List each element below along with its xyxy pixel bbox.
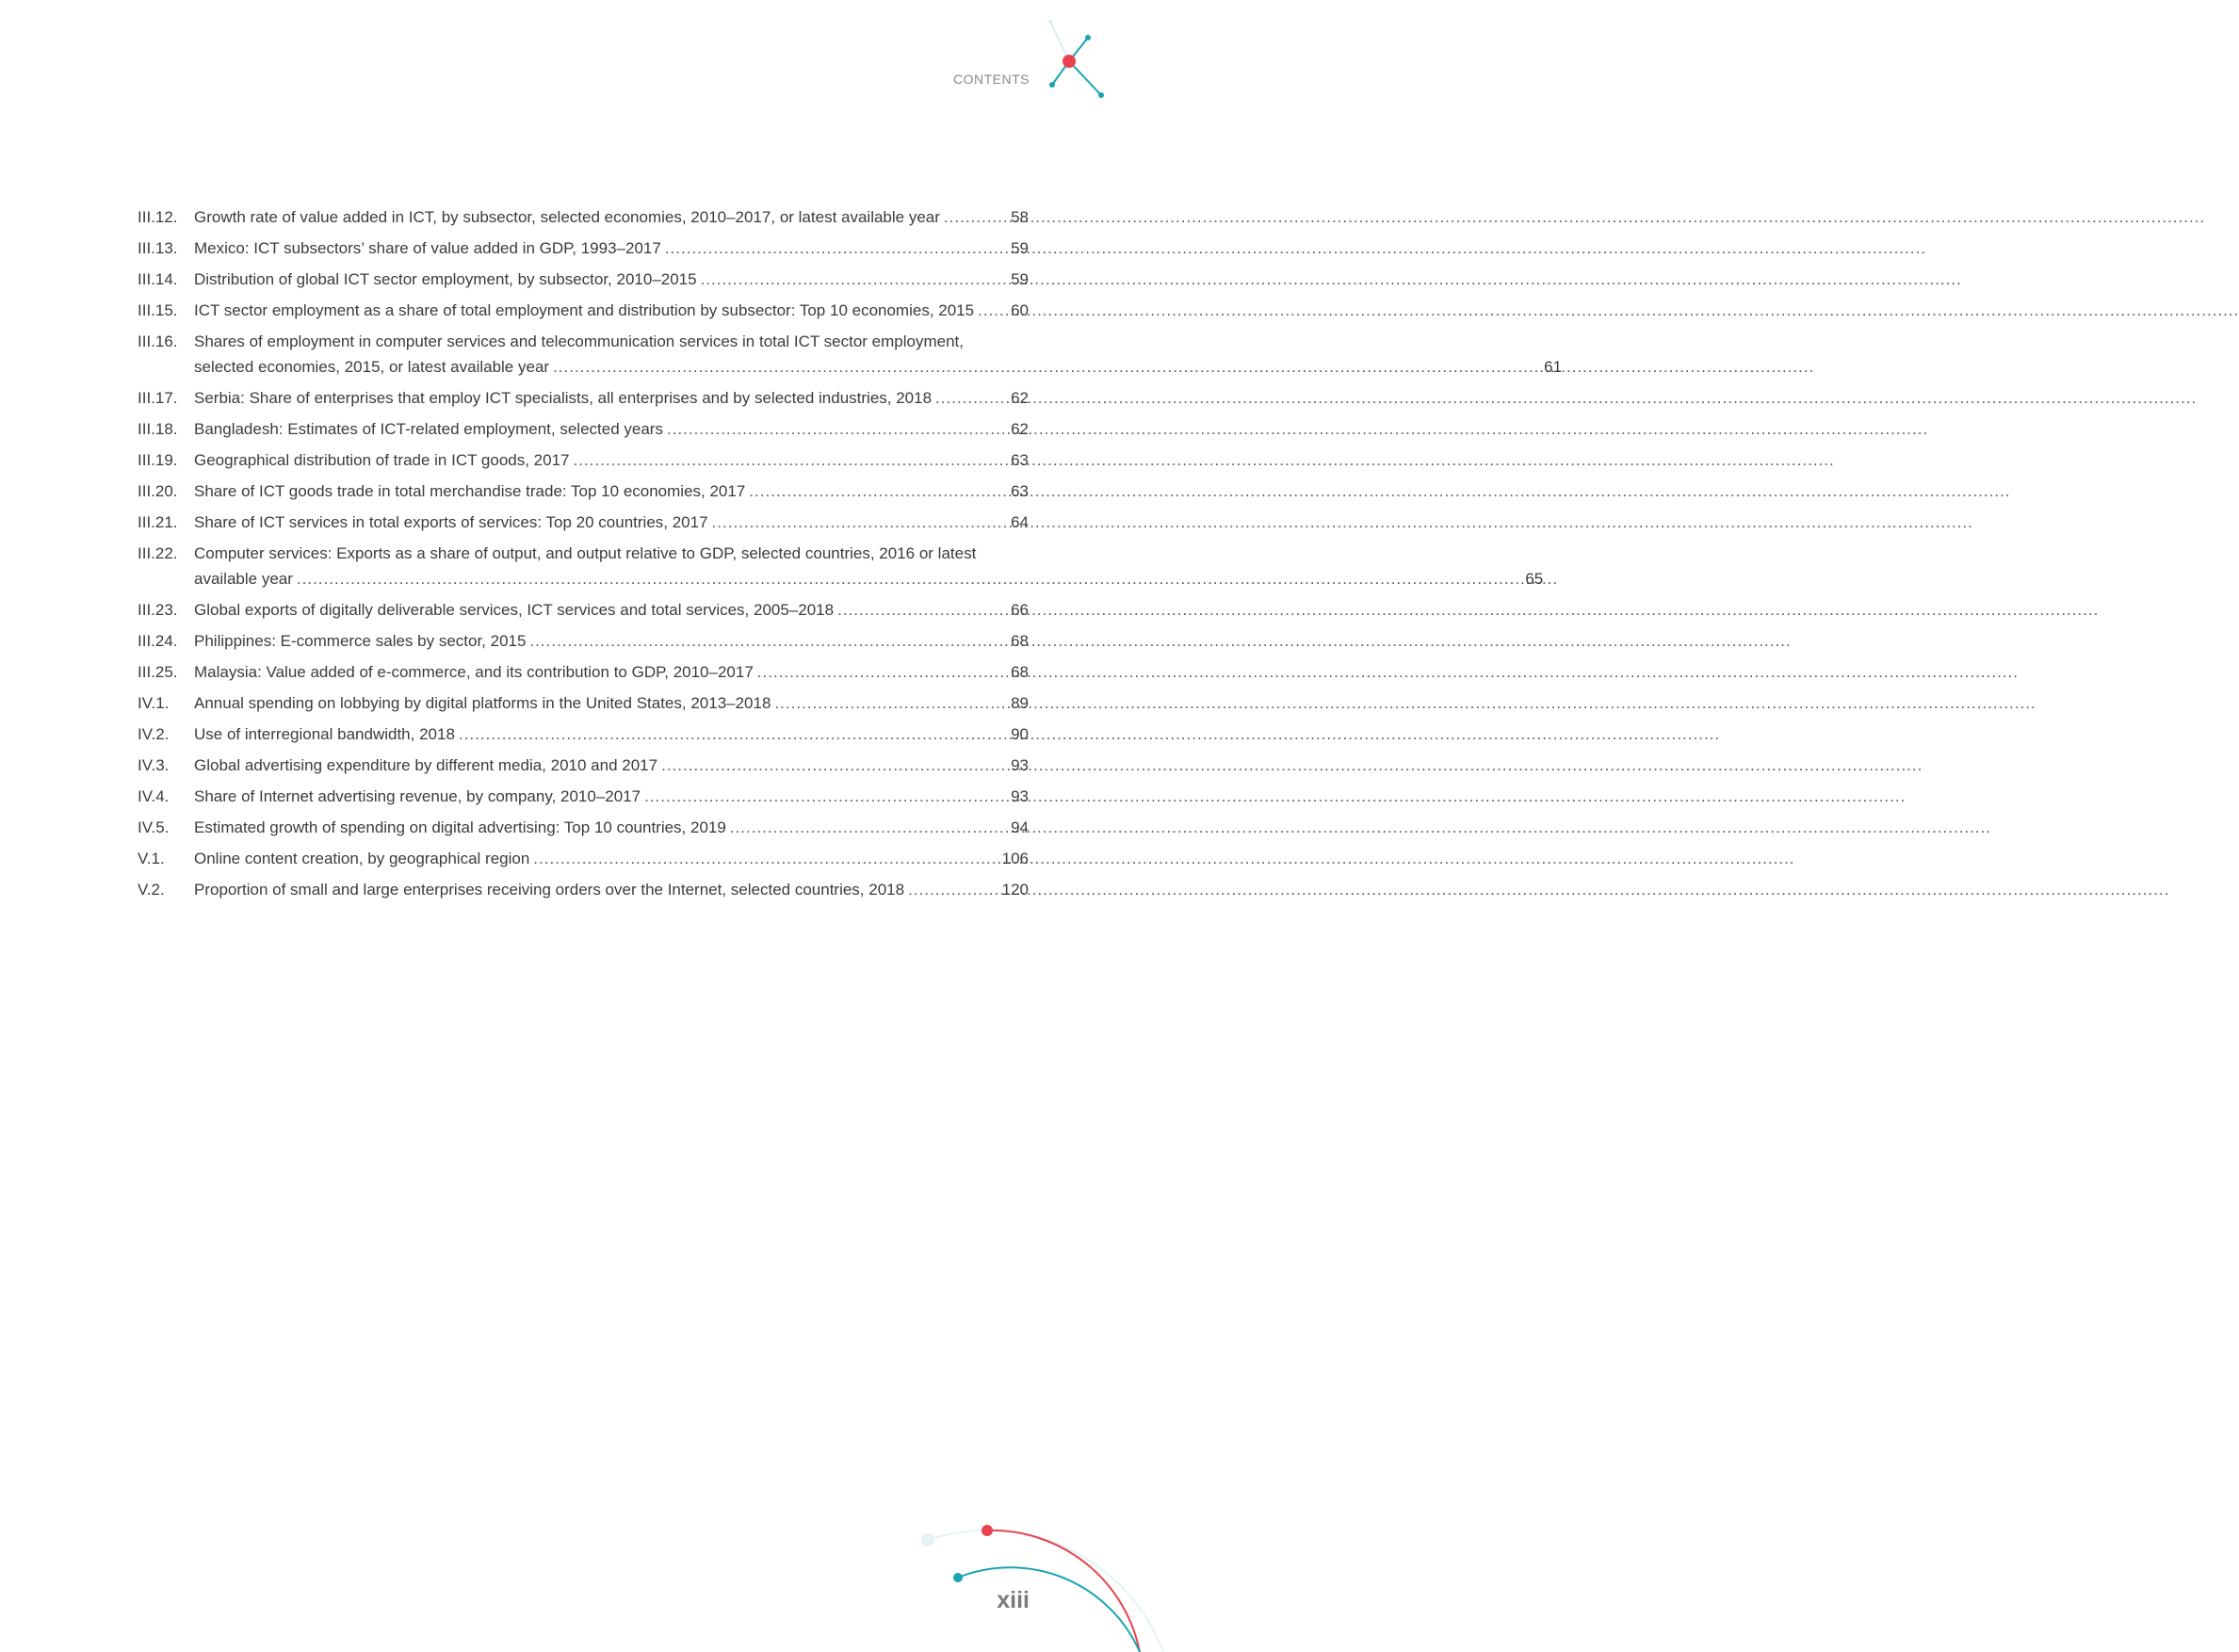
dot-leader	[730, 815, 1008, 840]
network-node-logo-icon	[1041, 14, 1116, 104]
figure-title: Estimated growth of spending on digital advertising: Top 10 countries, 2019	[194, 818, 726, 836]
page-ref: 64	[1011, 513, 1029, 531]
figure-number: III.15.	[138, 301, 178, 319]
dot-leader	[574, 447, 1009, 473]
figure-number: III.12.	[138, 208, 178, 226]
figure-title: Serbia: Share of enterprises that employ ICT specialists, all enterprises and by selected industries, 2018	[194, 389, 933, 407]
toc-entry[interactable]	[138, 753, 1029, 778]
toc-entry[interactable]	[138, 510, 1029, 535]
dot-leader	[529, 628, 1008, 654]
dot-leader	[553, 354, 1541, 380]
figure-number: IV.3.	[138, 756, 170, 774]
toc-entry[interactable]	[138, 877, 1029, 902]
page-ref: 68	[1011, 663, 1029, 681]
figure-title: Computer services: Exports as a share of output, and output relative to GDP, selected countries, 2016 or latest	[194, 544, 977, 562]
figure-title: Distribution of global ICT sector employment, by subsector, 2010–2015	[194, 270, 697, 288]
dot-leader	[908, 877, 999, 902]
page-ref: 62	[1011, 389, 1029, 407]
figure-number: III.16.	[138, 332, 178, 350]
page-ref: 90	[1011, 725, 1029, 743]
figure-number: III.23.	[138, 601, 178, 619]
figure-number: III.20.	[138, 482, 178, 500]
figure-number: III.13.	[138, 239, 178, 257]
figure-number: IV.2.	[138, 725, 170, 743]
figure-number: III.14.	[138, 270, 178, 288]
page-ref: 89	[1011, 694, 1029, 712]
list-of-figures	[138, 204, 1563, 908]
dot-leader	[757, 659, 1008, 685]
dot-leader	[701, 267, 1008, 292]
toc-entry[interactable]	[138, 235, 1029, 261]
dot-leader	[459, 721, 1008, 747]
page-ref: 94	[1011, 818, 1029, 836]
toc-entry[interactable]	[138, 298, 1029, 323]
dot-leader	[749, 478, 1008, 504]
figure-title: Growth rate of value added in ICT, by subsector, selected economies, 2010–2017, or latest available year	[194, 208, 940, 226]
page-ref: 62	[1011, 420, 1029, 438]
toc-entry[interactable]	[138, 416, 1029, 442]
figure-title: Malaysia: Value added of e-commerce, and its contribution to GDP, 2010–2017	[194, 663, 754, 681]
page-ref: 66	[1011, 601, 1029, 619]
toc-entry[interactable]	[138, 385, 1029, 411]
figure-number: IV.1.	[138, 694, 170, 712]
figure-title: ICT sector employment as a share of total employment and distribution by subsector: Top 10 economies, 2015	[194, 301, 975, 319]
dot-leader	[774, 690, 1008, 716]
figure-number: III.25.	[138, 663, 178, 681]
toc-entry[interactable]	[138, 267, 1029, 292]
figure-title: Online content creation, by geographical region	[194, 850, 530, 867]
page-ref: 93	[1011, 787, 1029, 805]
figure-number: III.18.	[138, 420, 178, 438]
toc-entry[interactable]	[138, 659, 1029, 685]
figure-title: Mexico: ICT subsectors’ share of value added in GDP, 1993–2017	[194, 239, 661, 257]
toc-entry[interactable]	[138, 815, 1029, 840]
figure-title-continued: selected economies, 2015, or latest available year	[194, 358, 550, 376]
page-ref: 63	[1011, 482, 1029, 500]
figure-title: Share of Internet advertising revenue, by company, 2010–2017	[194, 787, 641, 805]
dot-leader	[297, 566, 1522, 591]
dot-leader	[644, 784, 1008, 809]
page-ref: 106	[1001, 850, 1029, 867]
dot-leader	[661, 753, 1008, 778]
toc-entry[interactable]	[138, 628, 1029, 654]
page-ref: 93	[1011, 756, 1029, 774]
page-number: xiii	[997, 1587, 1030, 1613]
figure-number: V.2.	[138, 881, 165, 899]
toc-entry[interactable]	[138, 597, 1029, 623]
page-ref: 63	[1011, 451, 1029, 469]
page-ref: 120	[1001, 881, 1029, 899]
figure-number: V.1.	[138, 850, 165, 867]
page-ref: 68	[1011, 632, 1029, 650]
figure-number: III.19.	[138, 451, 178, 469]
toc-entry[interactable]	[138, 329, 1563, 380]
figure-number: IV.5.	[138, 818, 170, 836]
decorative-arcs-icon	[904, 1488, 1168, 1652]
dot-leader	[837, 597, 1008, 623]
toc-entry[interactable]	[138, 690, 1029, 716]
figure-title: Philippines: E-commerce sales by sector, 2015	[194, 632, 527, 650]
figure-title: Annual spending on lobbying by digital platforms in the United States, 2013–2018	[194, 694, 771, 712]
page-ref: 60	[1011, 301, 1029, 319]
page-ref: 61	[1544, 358, 1563, 376]
figure-title: Shares of employment in computer services and telecommunication services in total ICT sector employment,	[194, 332, 964, 350]
figure-number: III.17.	[138, 389, 178, 407]
figure-title: Bangladesh: Estimates of ICT-related employment, selected years	[194, 420, 663, 438]
toc-entry[interactable]	[138, 478, 1029, 504]
dot-leader	[665, 235, 1008, 261]
figure-number: III.21.	[138, 513, 178, 531]
toc-entry[interactable]	[138, 784, 1029, 809]
figure-title-continued: available year	[194, 570, 293, 588]
toc-entry[interactable]	[138, 204, 1029, 230]
dot-leader	[533, 846, 998, 871]
running-header-contents: CONTENTS	[953, 72, 1030, 87]
toc-entry[interactable]	[138, 721, 1029, 747]
dot-leader	[712, 510, 1009, 535]
figure-title: Use of interregional bandwidth, 2018	[194, 725, 455, 743]
dot-leader	[667, 416, 1008, 442]
figure-number: III.24.	[138, 632, 178, 650]
figure-number: IV.4.	[138, 787, 170, 805]
figure-title: Share of ICT services in total exports of services: Top 20 countries, 2017	[194, 513, 708, 531]
dot-leader	[978, 298, 1008, 323]
dot-leader	[944, 204, 1008, 230]
page-ref: 59	[1011, 239, 1029, 257]
figure-title: Global advertising expenditure by different media, 2010 and 2017	[194, 756, 658, 774]
toc-entry[interactable]	[138, 541, 1544, 591]
page-ref: 59	[1011, 270, 1029, 288]
toc-entry[interactable]	[138, 447, 1029, 473]
figure-number: III.22.	[138, 544, 178, 562]
figure-title: Share of ICT goods trade in total merchandise trade: Top 10 economies, 2017	[194, 482, 746, 500]
figure-title: Global exports of digitally deliverable services, ICT services and total services, 2005–2018	[194, 601, 835, 619]
toc-entry[interactable]	[138, 846, 1029, 871]
dot-leader	[935, 385, 1008, 411]
figure-title: Geographical distribution of trade in ICT goods, 2017	[194, 451, 570, 469]
page-ref: 58	[1011, 208, 1029, 226]
figure-title: Proportion of small and large enterprises receiving orders over the Internet, selected countries, 2018	[194, 881, 905, 899]
page-ref: 65	[1525, 570, 1544, 588]
